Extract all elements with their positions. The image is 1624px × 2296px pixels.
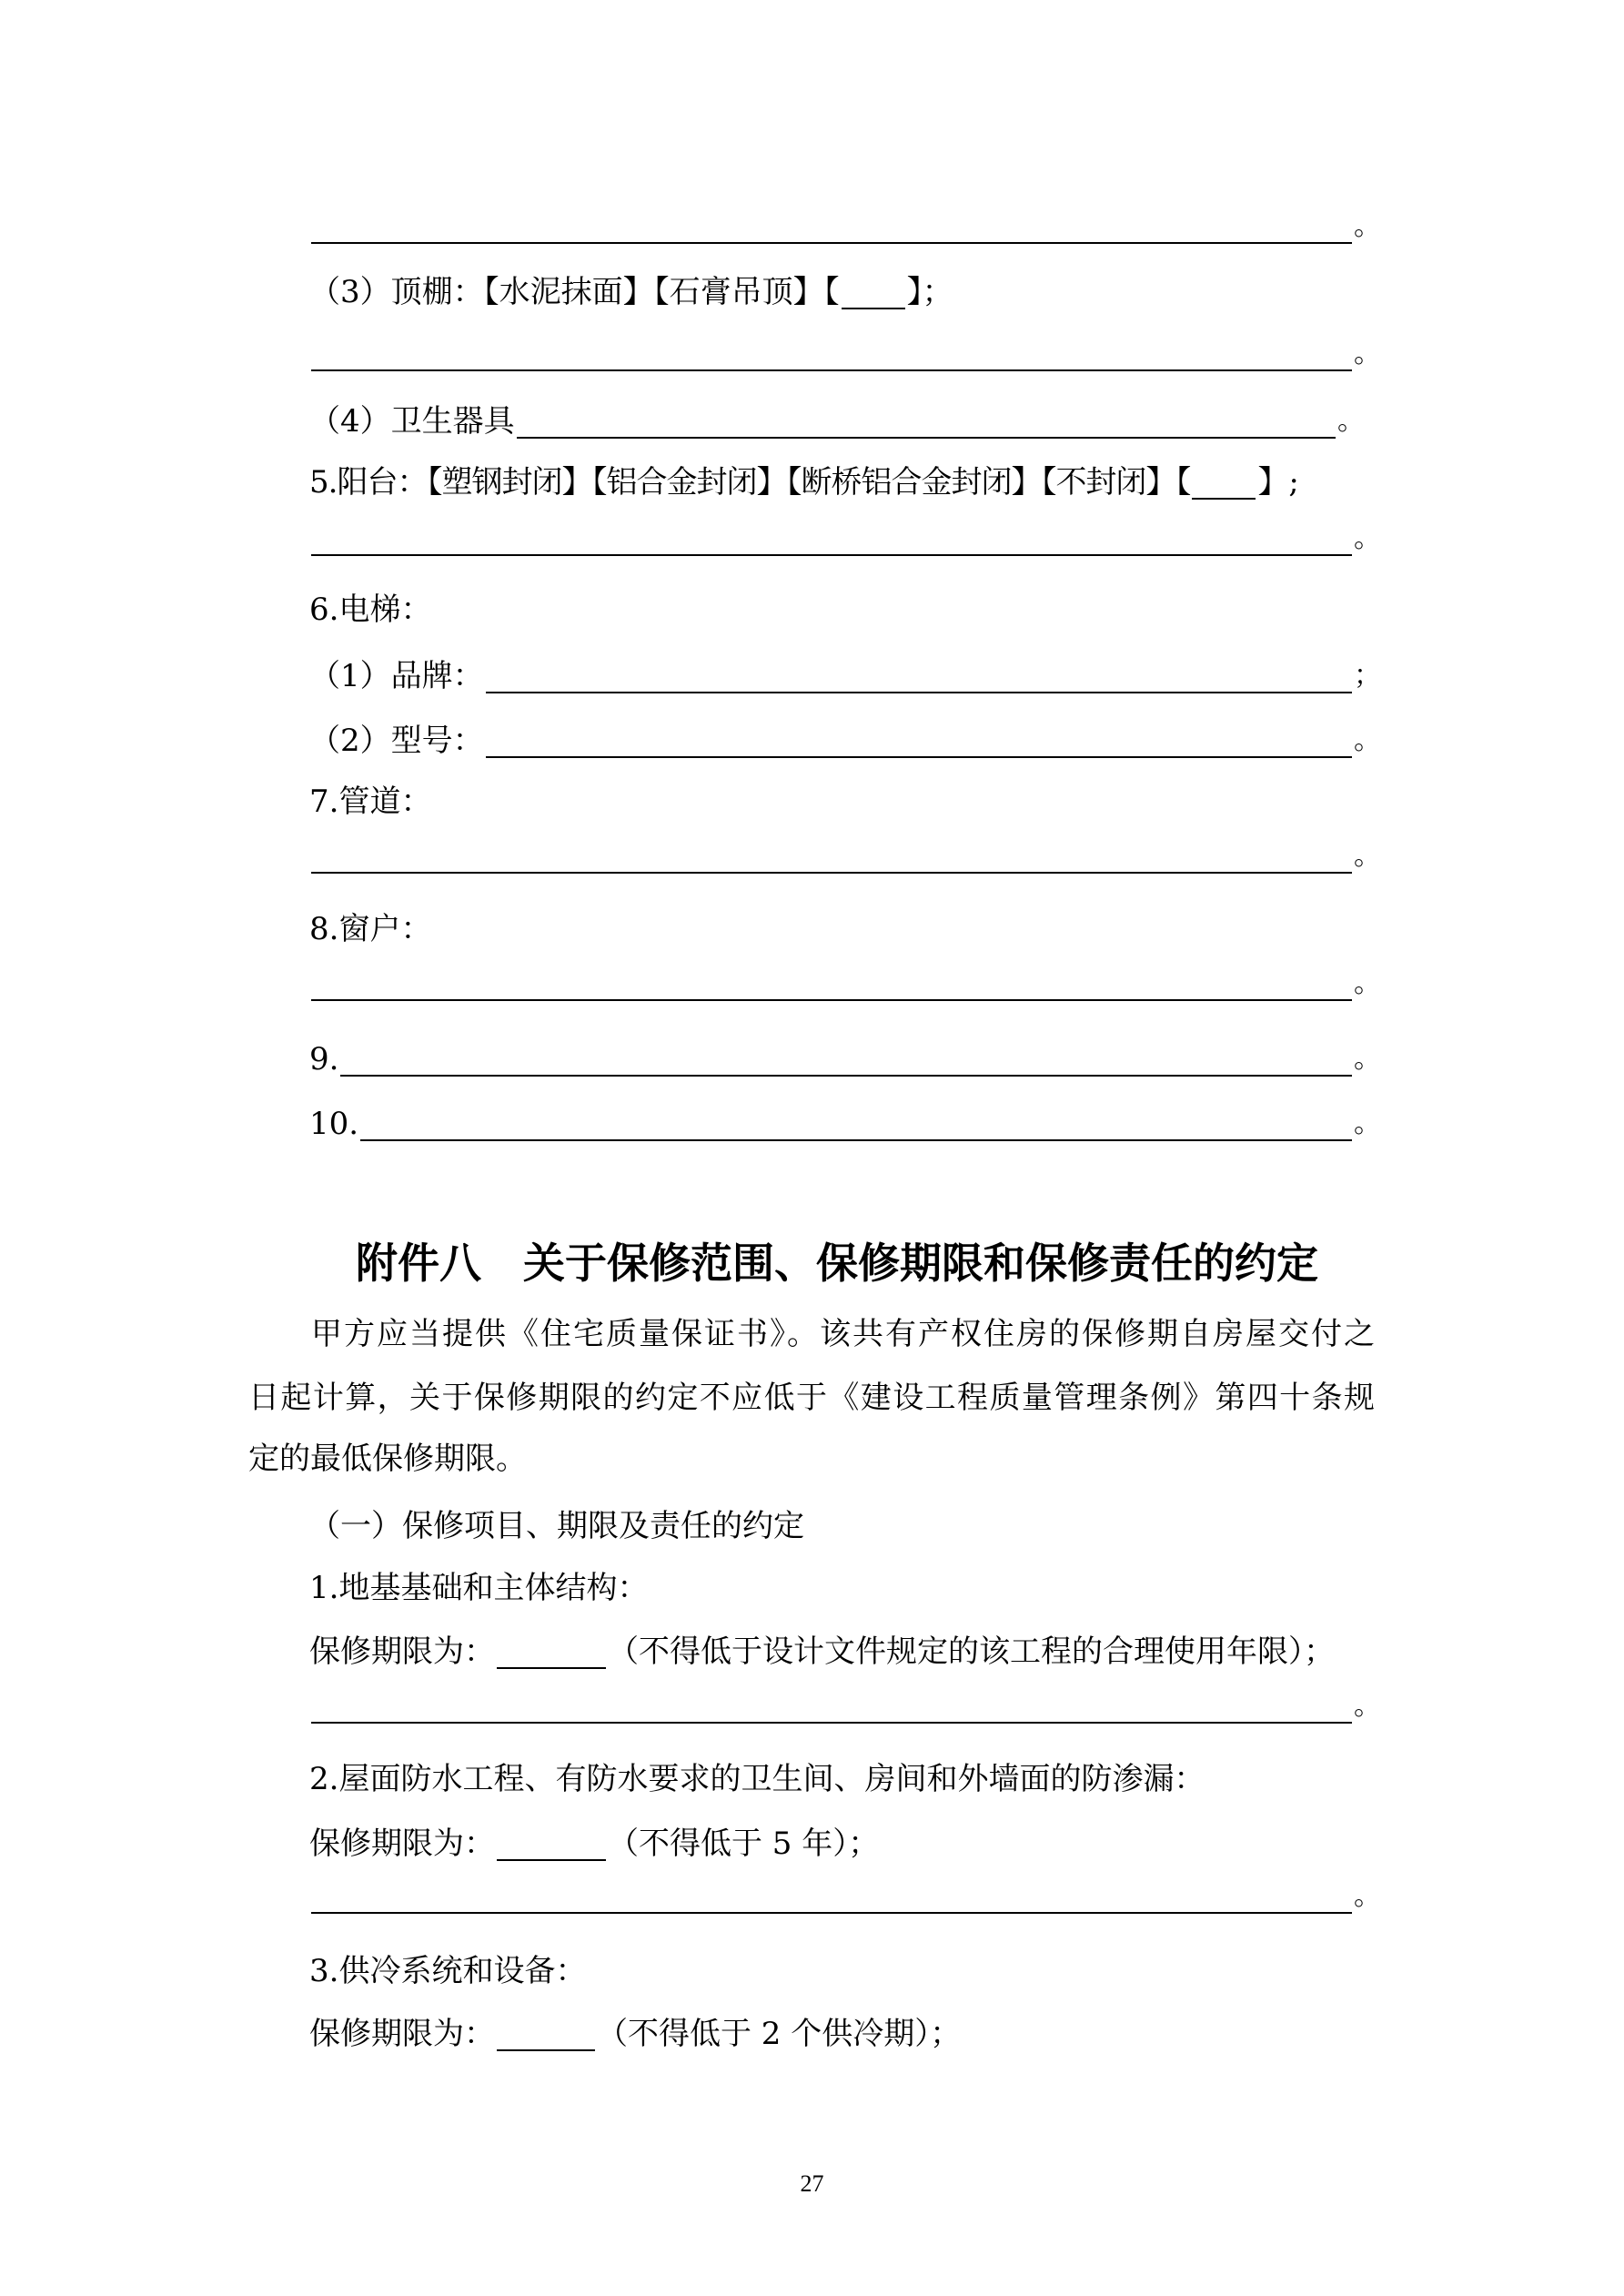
item9-blank[interactable] [340,1042,1352,1077]
fill-in-blank[interactable] [311,521,1352,556]
item10-line [309,1103,1381,1145]
blank-line [309,206,1381,248]
foundation-blank[interactable] [311,1689,1352,1724]
cooling-label: 3.供冷系统和设备： [309,1953,587,1989]
period: 。 [1354,840,1381,872]
period: 。 [1354,522,1381,554]
ceiling-label: （3）顶棚：【水泥抹面】【石膏吊顶】【 [309,274,840,310]
pipes-blank[interactable] [311,839,1352,874]
period-label: 保修期限为： [309,1826,495,1862]
sanitary-line [309,400,1365,442]
ceiling-other-blank[interactable] [842,275,905,309]
pipes-label: 7.管道： [309,784,432,820]
intro-line-2: 日起计算，关于保修期限的约定不应低于《建设工程质量管理条例》第四十条规 [248,1380,1375,1416]
period: 。 [1354,338,1381,369]
fill-in-blank[interactable] [311,337,1352,371]
blank-line [309,518,1381,560]
windows-label: 8.窗户： [309,911,432,947]
blank-line [309,333,1381,375]
period-label: 保修期限为： [309,1633,495,1670]
period: 。 [1354,1043,1381,1075]
period: 。 [1337,405,1365,437]
period-note: （不得低于 5 年）； [608,1826,880,1862]
waterproof-period-line [309,1823,1374,1865]
period-label: 保修期限为： [309,2016,495,2052]
blank-line [309,963,1381,1005]
period-note: （不得低于设计文件规定的该工程的合理使用年限）； [608,1633,1335,1670]
foundation-label: 1.地基基础和主体结构： [309,1570,649,1606]
fill-in-blank[interactable] [311,209,1352,244]
blank-line [309,1876,1381,1917]
waterproof-period-blank[interactable] [497,1826,606,1861]
page-number: 27 [800,2170,824,2197]
cooling-period-blank[interactable] [497,2017,595,2051]
annex-heading: 附件八 关于保修范围、保修期限和保修责任的约定 [356,1239,1318,1288]
balcony-line [309,461,1374,503]
windows-line [309,908,1374,950]
elevator-model-blank[interactable] [486,723,1352,758]
elevator-brand-blank[interactable] [486,659,1352,693]
balcony-tail: 】; [1257,464,1299,501]
elevator-model-line [309,720,1381,762]
elevator-line [309,589,1374,631]
elevator-label: 6.电梯： [309,592,432,628]
section-title [309,1505,1374,1547]
period-note: （不得低于 2 个供冷期）； [597,2016,962,2052]
item9-line [309,1038,1381,1080]
period: 。 [1354,210,1381,242]
sanitary-label: （4）卫生器具 [309,403,515,440]
item10-blank[interactable] [360,1107,1352,1141]
elevator-brand-line [309,655,1381,697]
balcony-label: 5.阳台：【塑钢封闭】【铝合金封闭】【断桥铝合金封闭】【不封闭】【 [309,464,1191,501]
period: 。 [1354,1108,1381,1139]
item9-label: 9. [309,1041,339,1077]
foundation-period-blank[interactable] [497,1634,606,1669]
period: 。 [1354,1690,1381,1722]
blank-line [309,1685,1381,1727]
elevator-brand-label: （1）品牌： [309,658,484,694]
pipes-line [309,781,1374,823]
blank-line [309,835,1381,877]
period: 。 [1354,967,1381,999]
windows-blank[interactable] [311,966,1352,1001]
balcony-other-blank[interactable] [1192,465,1256,500]
section-title-text: （一）保修项目、期限及责任的约定 [309,1508,804,1544]
waterproof-line [309,1758,1374,1800]
intro-line-1: 甲方应当提供《住宅质量保证书》。该共有产权住房的保修期自房屋交付之 [311,1316,1375,1352]
intro-line-3: 定的最低保修期限。 [248,1441,527,1477]
sanitary-blank[interactable] [517,404,1336,439]
elevator-model-label: （2）型号： [309,723,484,759]
waterproof-blank[interactable] [311,1879,1352,1914]
cooling-period-line [309,2013,1374,2055]
period: 。 [1354,1880,1381,1912]
foundation-period-line [309,1631,1374,1673]
item10-label: 10. [309,1106,359,1142]
waterproof-label: 2.屋面防水工程、有防水要求的卫生间、房间和外墙面的防渗漏： [309,1761,1205,1797]
foundation-line [309,1567,1374,1609]
cooling-line [309,1950,1374,1992]
semicolon: ； [1354,660,1381,692]
ceiling-line [309,271,1374,313]
ceiling-tail: 】； [906,274,953,310]
period: 。 [1354,724,1381,756]
